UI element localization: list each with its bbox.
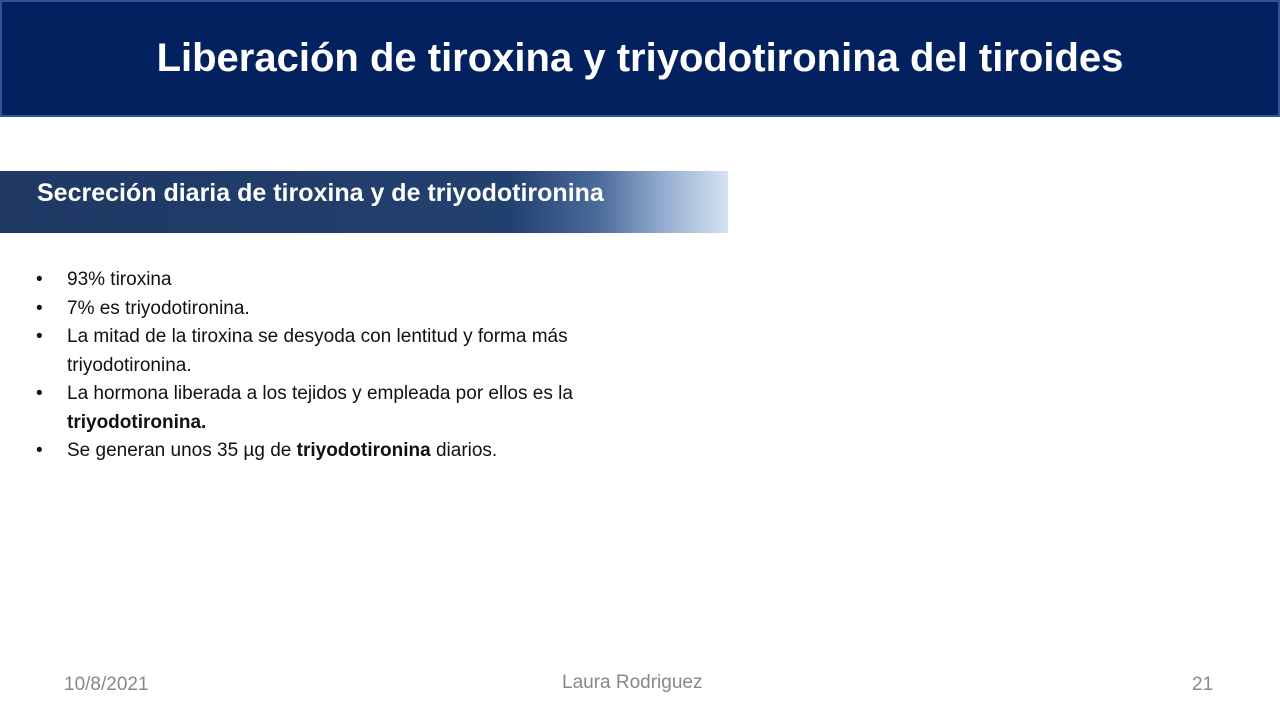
bullet-glyph: • xyxy=(36,383,43,404)
footer-date: 10/8/2021 xyxy=(64,674,149,695)
bullet-text: La mitad de la tiroxina se desyoda con lentitud y forma más triyodotironina. xyxy=(67,326,568,376)
page-number: 21 xyxy=(1192,674,1214,695)
list-item xyxy=(36,437,676,466)
bullet-glyph: • xyxy=(36,297,43,319)
subtitle-bar xyxy=(0,171,728,233)
bullet-text: 93% tiroxina xyxy=(67,269,172,290)
list-item xyxy=(36,323,676,380)
bullet-glyph: • xyxy=(36,440,43,461)
bullet-bold-text: triyodotironina xyxy=(296,440,431,461)
bullet-bold-text: triyodotironina. xyxy=(67,411,207,433)
bullet-text: La hormona liberada a los tejidos y empleada por ellos es la xyxy=(67,383,573,404)
bullet-text: Se generan unos 35 µg de xyxy=(67,440,297,461)
slide-title: Liberación de tiroxina y triyodotironina del tiroides xyxy=(156,36,1124,80)
slide-subtitle: Secreción diaria de tiroxina y de triyodotironina xyxy=(37,179,604,207)
footer-author: Laura Rodriguez xyxy=(562,672,703,693)
bullet-text-after: diarios. xyxy=(430,440,498,461)
bullet-text: 7% es triyodotironina. xyxy=(67,297,250,319)
bullet-glyph: • xyxy=(36,269,43,290)
list-item xyxy=(36,380,676,437)
list-item xyxy=(36,295,676,324)
bullet-glyph: • xyxy=(36,326,43,347)
title-bar xyxy=(0,0,1280,117)
bullet-list xyxy=(36,266,676,466)
list-item xyxy=(36,266,676,295)
